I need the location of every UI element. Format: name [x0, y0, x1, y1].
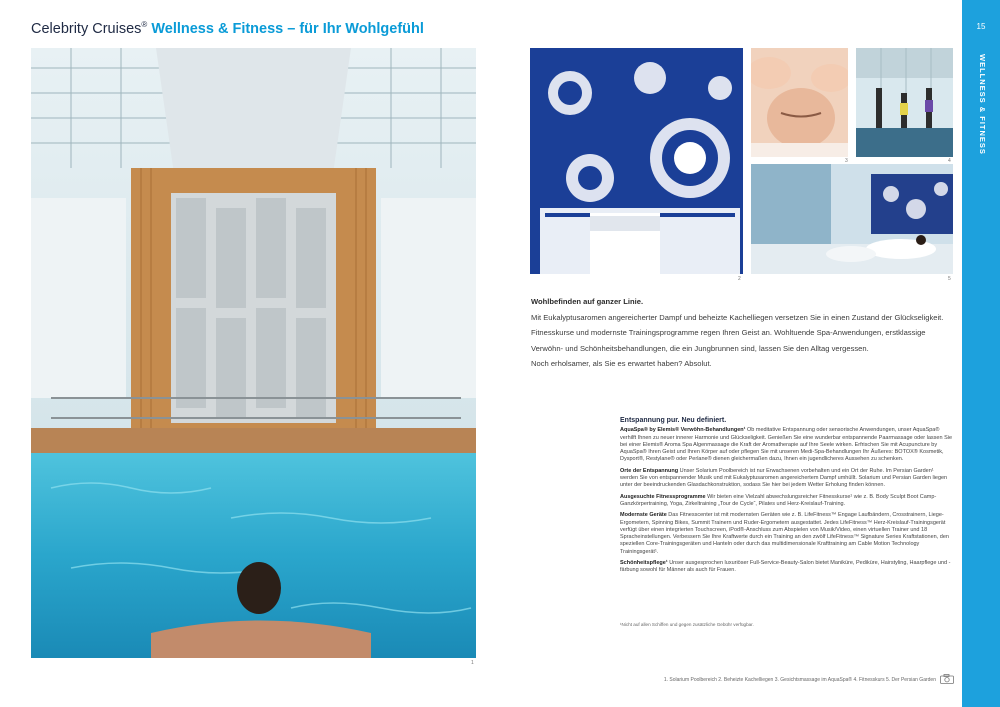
detail-fitness-programs: Ausgesuchte Fitnessprogramme Wir bieten eine Vielzahl abwechslungsreicher Fitnesskurse¹ wie z. B. Body Sculpt Boot Camp-Ganzkörpertraining, Yoga, Zirkeltraining „Tour de Cycle“, Pilates und Herz-Kreislauf-Training. — [620, 493, 937, 507]
photo-number-2: 2 — [738, 276, 741, 282]
photo-number-5: 5 — [948, 276, 951, 282]
details-section — [620, 417, 953, 579]
intro-body: Mit Eukalyptusaromen angereicherter Dampf und beheizte Kachelliegen versetzen Sie in einen Zustand der Glückseligkeit. Fitnesskurse und modernste Trainingsprogramme regen Ihren Geist an. Wohltuende Spa-Anwendungen, erstklassige Verwöhn- und Schönheitsbehandlungen, die ein Jungbrunnen sind, lassen Sie den Alltag vergessen. — [531, 312, 944, 353]
registered-mark: ® — [141, 20, 148, 29]
heated-tile-loungers-photo — [530, 48, 743, 274]
intro-lead: Wohlbefinden auf ganzer Linie. — [531, 297, 644, 306]
section-sidebar — [962, 0, 1000, 707]
camera-icon — [940, 674, 954, 684]
detail-equipment: Modernste Geräte Das Fitnesscenter ist mit modernsten Geräten wie z. B. LifeFitness™ Engage Laufbändern, Crosstrainern, Liege-Ergometern, Spinning Bikes, Summit Trainern und Ruder-Ergometern ausgestattet. Jedes LifeFitness™ Herz-Kreislauf-Trainingsgerät verfügt über einen integrierten Touchscreen, iPod®-Anschluss zum Abspielen von Musik/Video, einen virtuellen Trainer und 18 Spracheinstellungen. Verbessern Sie Ihre Kraftwerte durch ein Training an den zwölf LifeFitness™ Signature Series Kraftstationen, den speziellen Core-Trainingsgeräten und Hanteln oder durch das multidimensionale Krafttraining am Cable Motion Technology Trainingsgerät¹. — [620, 512, 949, 555]
section-title-vertical: WELLNESS & FITNESS — [978, 54, 987, 155]
photo-number-4: 4 — [948, 158, 951, 164]
facial-massage-photo — [751, 48, 848, 157]
footnote: ¹Nicht auf allen Schiffen und gegen zusätzliche Gebühr verfügbar. — [620, 622, 754, 627]
intro-closing: Noch erholsamer, als Sie es erwartet haben? Absolut. — [531, 359, 712, 368]
brand-name: Celebrity Cruises — [31, 20, 142, 37]
photo-number-3: 3 — [845, 158, 848, 164]
detail-aquaspa: AquaSpa® by Elemis® Verwöhn-Behandlungen¹ Ob meditative Entspannung oder sensorische Anwendungen, unser AquaSpa® verhilft Ihnen zu neuer innerer Harmonie und Glückseligkeit. Genießen Sie eine wunderbar entspannende Paarmassage oder lassen Sie bei einer Elemis® Aroma Spa Algenmassage die Kraft der Aromatherapie auf Ihre Seele wirken. Erfrischen Sie mit Acupuncture by AquaSpa® Ihren Geist und Ihren Körper auf oder pflegen Sie mit unseren Medi-Spa-Behandlungen Ihr Äußeres: BOTOX® Kosmetik, Dysport®, Restylane® oder Perlane® dienen gleichermaßen dazu, Ihnen ein jugendlicheres Aussehen zu schenken. — [620, 427, 953, 463]
page-number: 15 — [976, 22, 986, 31]
details-title: Entspannung pur. Neu definiert. — [620, 417, 727, 424]
header-topic: Wellness & Fitness – für Ihr Wohlgefühl — [147, 20, 424, 37]
detail-relaxation-places: Orte der Entspannung Unser Solarium Poolbereich ist nur Erwachsenen vorbehalten und ein Ort der Ruhe. Im Persian Garden¹ werden Sie von entspannender Musik und mit Eukalyptusaromen angereichertem Dampf umhüllt. Solarium und Persian Garden liegen unter der beeindruckenden Glasdachkonstruktion, sodass Sie hier bei jedem Wetter Erholung finden können. — [620, 467, 948, 489]
page-header — [31, 20, 424, 37]
fitness-class-photo — [856, 48, 953, 157]
intro-text — [531, 294, 951, 372]
photo-captions: 1. Solarium Poolbereich 2. Beheizte Kachelliegen 3. Gesichtsmassage im AquaSpa® 4. Fitnesskurs 5. Der Persian Garden — [663, 677, 936, 683]
detail-beauty: Schönheitspflege¹ Unser ausgesprochen luxuriöser Full-Service-Beauty-Salon bietet Maniküre, Pediküre, Hairstyling, Haarpflege und -färbung sowohl für Männer als auch für Frauen. — [620, 560, 951, 574]
persian-garden-photo — [751, 164, 953, 274]
photo-number-1: 1 — [471, 660, 474, 666]
solarium-pool-photo — [31, 48, 476, 658]
